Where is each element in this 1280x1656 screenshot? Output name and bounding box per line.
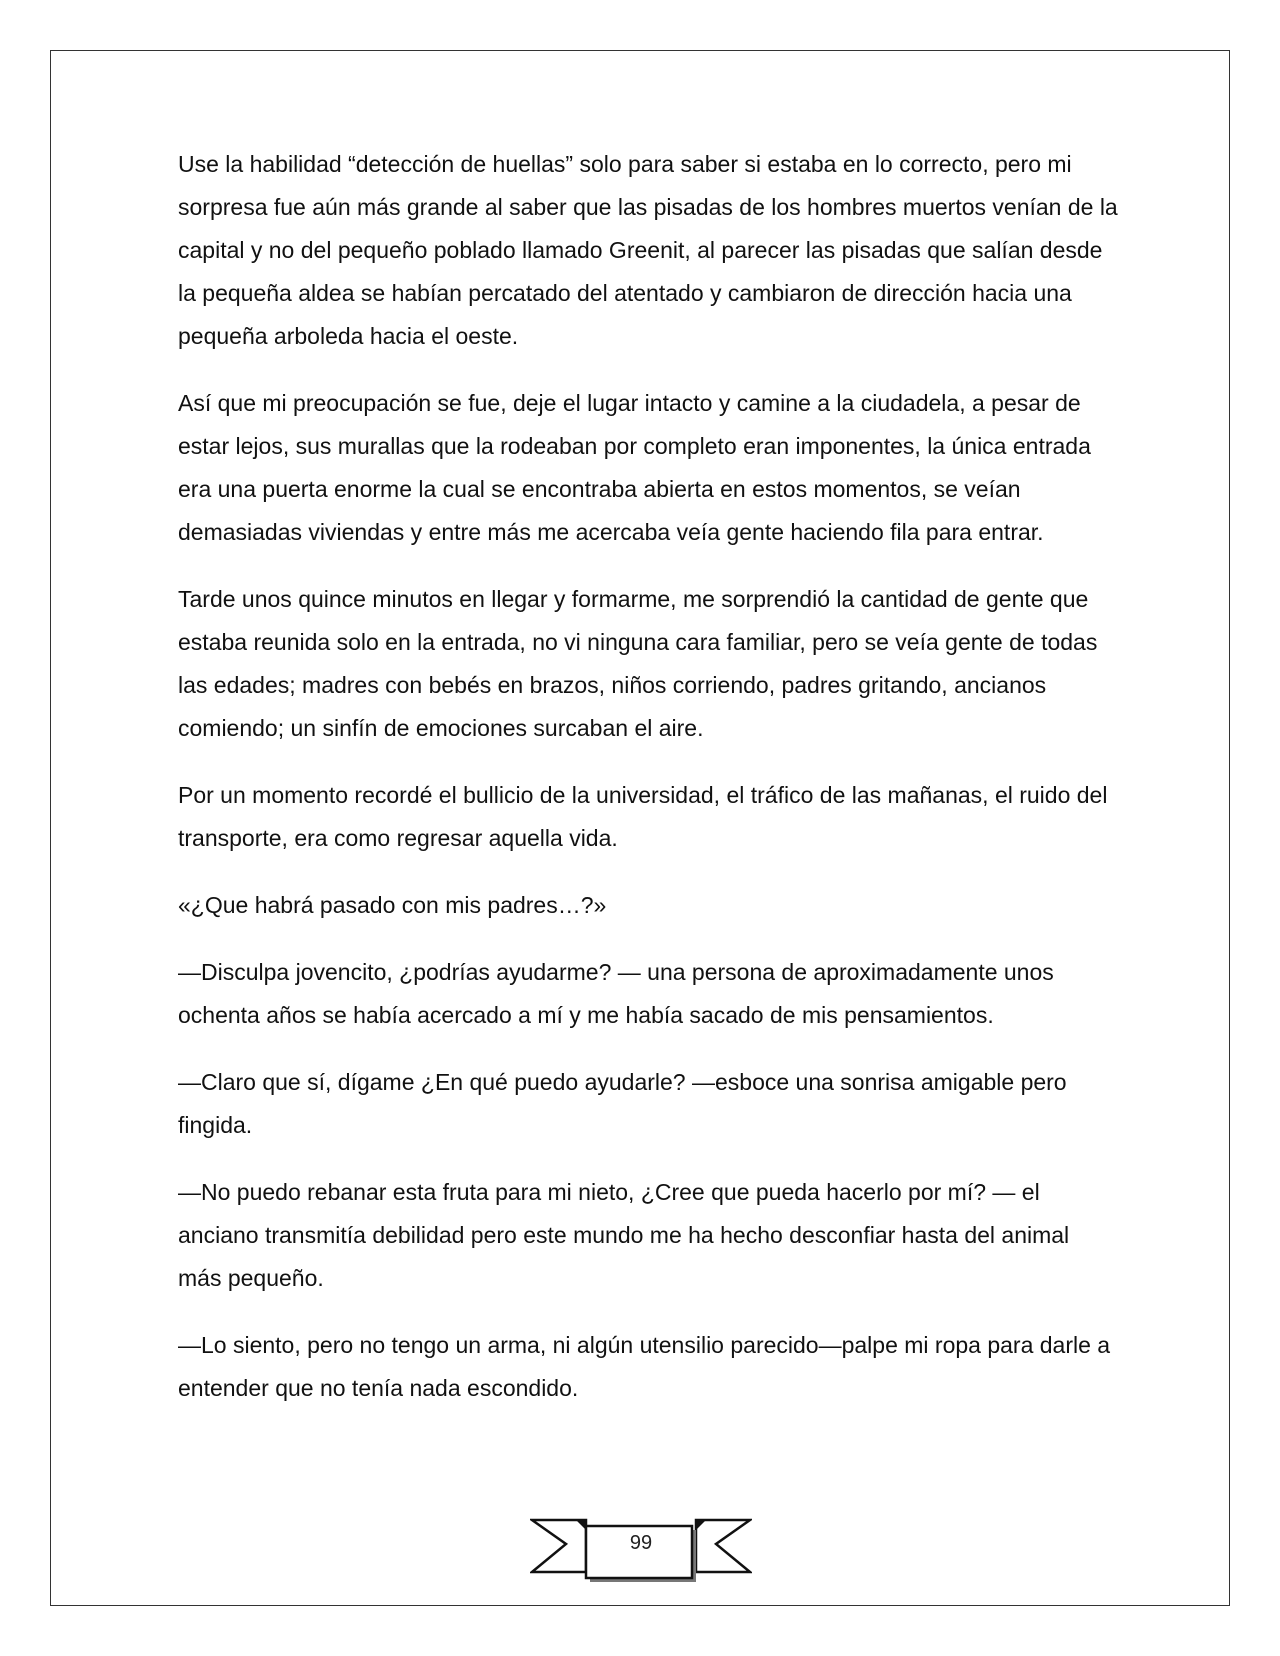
paragraph: —Claro que sí, dígame ¿En qué puedo ayudarle? —esboce una sonrisa amigable pero fingida. bbox=[178, 1069, 1067, 1138]
paragraph: Tarde unos quince minutos en llegar y formarme, me sorprendió la cantidad de gente que estaba reunida solo en la entrada, no vi ninguna cara familiar, pero se veía gente de todas las edades; madres con bebés en brazos, niños corriendo, padres gritando, ancianos comiendo; un sinfín de emociones surcaban el aire. bbox=[178, 586, 1098, 741]
body-text bbox=[178, 143, 1118, 1434]
paragraph: Por un momento recordé el bullicio de la universidad, el tráfico de las mañanas, el ruido del transporte, era como regresar aquella vida. bbox=[178, 782, 1108, 851]
paragraph: —Disculpa jovencito, ¿podrías ayudarme? — una persona de aproximadamente unos ochenta años se había acercado a mí y me había sacado de mis pensamientos. bbox=[178, 959, 1054, 1028]
paragraph: Use la habilidad “detección de huellas” solo para saber si estaba en lo correcto, pero mi sorpresa fue aún más grande al saber que las pisadas de los hombres muertos venían de la capital y no del pequeño poblado llamado Greenit, al parecer las pisadas que salían desde la pequeña aldea se habían percatado del atentado y cambiaron de dirección hacia una pequeña arboleda hacia el oeste. bbox=[178, 151, 1118, 349]
page-number: 99 bbox=[629, 1532, 653, 1554]
page-footer bbox=[530, 1512, 752, 1588]
paragraph: Así que mi preocupación se fue, deje el lugar intacto y camine a la ciudadela, a pesar de estar lejos, sus murallas que la rodeaban por completo eran imponentes, la única entrada era una puerta enorme la cual se encontraba abierta en estos momentos, se veían demasiadas viviendas y entre más me acercaba veía gente haciendo fila para entrar. bbox=[178, 390, 1091, 545]
paragraph: —No puedo rebanar esta fruta para mi nieto, ¿Cree que pueda hacerlo por mí? — el anciano transmitía debilidad pero este mundo me ha hecho desconfiar hasta del animal más pequeño. bbox=[178, 1179, 1070, 1291]
paragraph: «¿Que habrá pasado con mis padres…?» bbox=[178, 892, 607, 918]
paragraph: —Lo siento, pero no tengo un arma, ni algún utensilio parecido—palpe mi ropa para darle a entender que no tenía nada escondido. bbox=[178, 1332, 1111, 1401]
